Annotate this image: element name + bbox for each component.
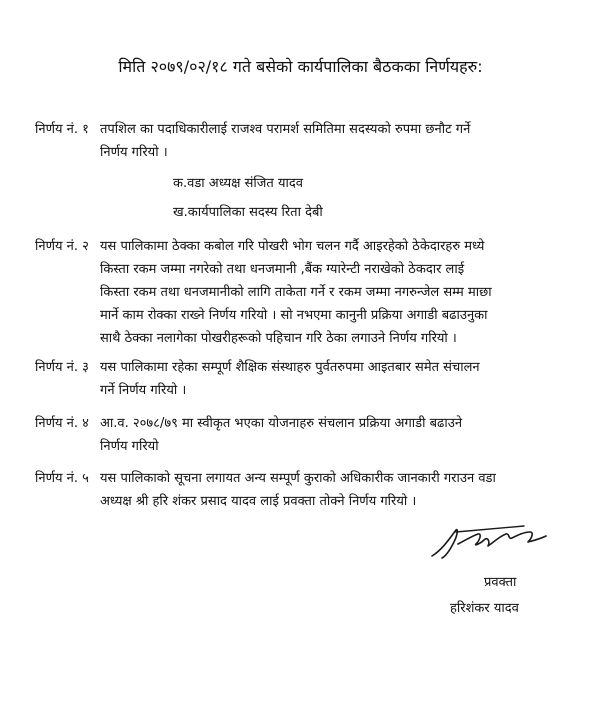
decision-line: यस पालिकाको सूचना लगायत अन्य सम्पूर्ण कुराको अधिकारीक जानकारी गराउन वडा bbox=[100, 471, 496, 486]
decision-label: निर्णय नं. ३ bbox=[35, 360, 89, 375]
decision-label: निर्णय नं. ४ bbox=[35, 416, 89, 431]
member-item: क.वडा अध्यक्ष संजित यादव bbox=[173, 176, 303, 191]
decision-text bbox=[100, 118, 555, 164]
decision-text bbox=[100, 467, 555, 513]
decision-line: तपशिल का पदाधिकारीलाई राजश्व परामर्श समितिमा सदस्यको रुपमा छनौट गर्ने bbox=[100, 122, 471, 137]
decision-5 bbox=[35, 467, 555, 513]
page-title: मिति २०७९/०२/१८ गते बसेको कार्यपालिका बैठकका निर्णयहरु: bbox=[118, 57, 483, 76]
decision-text bbox=[100, 235, 555, 350]
decision-line: अध्यक्ष श्री हरि शंकर प्रसाद यादव लाई प्रवक्ता तोक्ने निर्णय गरियो । bbox=[100, 494, 417, 509]
decision-line: यस पालिकामा रहेका सम्पूर्ण शैक्षिक संस्थाहरु पुर्वतरुपमा आइतबार समेत संचालन bbox=[100, 360, 480, 375]
signatory-name: हरिशंकर यादव bbox=[450, 601, 519, 616]
member-item: ख.कार्यपालिका सदस्य रिता देबी bbox=[173, 205, 323, 220]
decision-line: किस्ता रकम तथा धनजमानीको लागि ताकेता गर्ने र रकम जम्मा नगरुन्जेल सम्म माछा bbox=[100, 285, 492, 300]
decision-text bbox=[100, 412, 555, 458]
decision-text bbox=[100, 356, 555, 402]
decision-1 bbox=[35, 118, 555, 164]
decision-4 bbox=[35, 412, 555, 458]
signatory-role: प्रवक्ता bbox=[484, 575, 517, 590]
decision-line: मार्ने काम रोक्का राख्ने निर्णय गरियो । सो नभएमा कानुनी प्रक्रिया अगाडी बढाउनुका bbox=[100, 308, 488, 323]
decision-line: साथै ठेक्का नलागेका पोखरीहरूको पहिचान गरि ठेका लगाउने निर्णय गरियो । bbox=[100, 331, 457, 346]
decision-line: किस्ता रकम जम्मा नगरेको तथा धनजमानी ,बैंक ग्यारेन्टी नराखेको ठेकदार लाई bbox=[100, 262, 465, 277]
decision-label: निर्णय नं. १ bbox=[35, 122, 89, 137]
decision-line: आ.व. २०७८/७९ मा स्वीकृत भएका योजनाहरु संचलान प्रक्रिया अगाडी बढाउने bbox=[100, 416, 463, 431]
decision-line: निर्णय गरियो bbox=[100, 439, 159, 454]
decision-2 bbox=[35, 235, 555, 350]
decision-line: यस पालिकामा ठेक्का कबोल गरि पोखरी भोग चलन गर्दै आइरहेको ठेकेदारहरु मध्ये bbox=[100, 239, 485, 254]
signature-mark bbox=[428, 520, 548, 565]
decision-3 bbox=[35, 356, 555, 402]
decision-line: निर्णय गरियो । bbox=[100, 145, 168, 160]
decision-label: निर्णय नं. ५ bbox=[35, 471, 89, 486]
decision-line: गर्ने निर्णय गरियो । bbox=[100, 383, 187, 398]
decision-label: निर्णय नं. २ bbox=[35, 239, 89, 254]
